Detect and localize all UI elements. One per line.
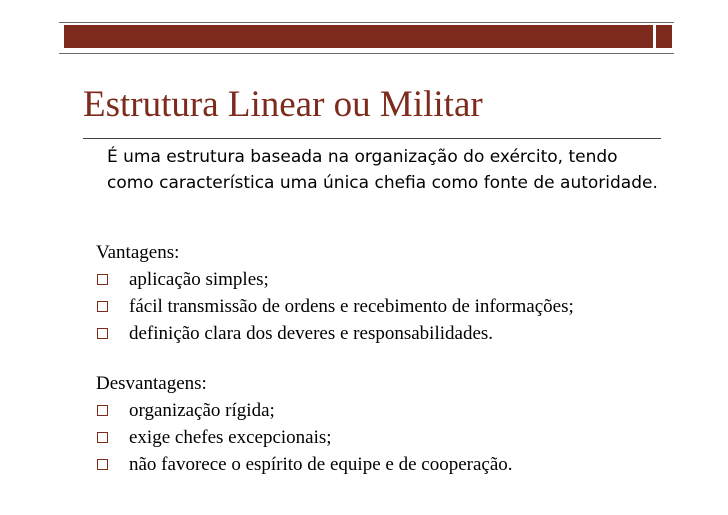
advantage-item — [96, 320, 574, 347]
header-bar — [64, 25, 653, 48]
disadvantages-list — [96, 370, 513, 478]
advantage-item-text: fácil transmissão de ordens e recebimento de informações; — [129, 296, 574, 317]
hollow-square-bullet-icon — [97, 459, 108, 470]
advantages-list — [96, 239, 574, 347]
disadvantage-item-text: organização rígida; — [129, 400, 275, 421]
header-square — [656, 25, 672, 48]
advantage-item-text: aplicação simples; — [129, 269, 269, 290]
slide-title: Estrutura Linear ou Militar — [83, 84, 483, 125]
disadvantages-heading: Desvantagens: — [96, 373, 207, 394]
disadvantage-item-text: não favorece o espírito de equipe e de cooperação. — [129, 454, 513, 475]
disadvantage-item-text: exige chefes excepcionais; — [129, 427, 332, 448]
hollow-square-bullet-icon — [97, 328, 108, 339]
title-divider — [83, 138, 661, 139]
disadvantage-item — [96, 424, 513, 451]
hollow-square-bullet-icon — [97, 274, 108, 285]
disadvantage-item — [96, 397, 513, 424]
advantage-item — [96, 266, 574, 293]
advantage-item-text: definição clara dos deveres e responsabilidades. — [129, 323, 494, 344]
disadvantage-item — [96, 451, 513, 478]
advantage-item — [96, 293, 574, 320]
hollow-square-bullet-icon — [97, 432, 108, 443]
hollow-square-bullet-icon — [97, 405, 108, 416]
hollow-square-bullet-icon — [97, 301, 108, 312]
advantages-heading: Vantagens: — [96, 242, 180, 263]
intro-text: É uma estrutura baseada na organização do exército, tendo como característica uma única chefia como fonte de autoridade. — [107, 147, 658, 193]
